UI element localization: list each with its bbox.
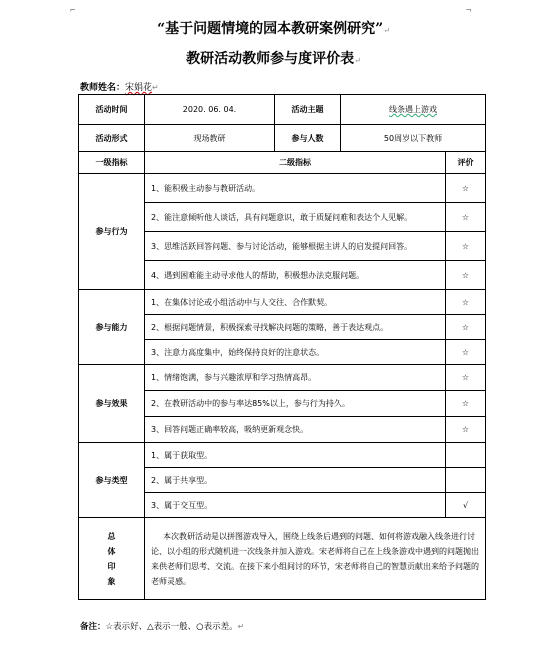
note-label: 备注：	[80, 622, 106, 632]
criterion-text: 2、属于共享型。	[145, 468, 446, 493]
document-title: “基于问题情境的园本教研案例研究”↵	[157, 21, 390, 37]
evaluation-table	[78, 94, 486, 600]
theme-value: 线条遇上游戏	[341, 95, 486, 125]
criterion-rating: √	[446, 493, 486, 518]
theme-label: 活动主题	[275, 95, 341, 125]
table-row	[79, 365, 486, 391]
table-row	[79, 290, 486, 315]
teacher-label: 教师姓名：	[80, 83, 126, 93]
criterion-text: 1、在集体讨论或小组活动中与人交往、合作默契。	[145, 290, 446, 315]
teacher-name: 宋娟花	[125, 83, 153, 93]
footnote: 备注：☆表示好、△表示一般、○表示差。↵	[80, 622, 245, 632]
criterion-rating: ☆	[446, 203, 486, 232]
criterion-text: 3、思维活跃回答问题、参与讨论活动，能够根据主讲人的启发提问回答。	[145, 232, 446, 261]
summary-text: 本次教研活动是以拼图游戏导入，围绕上线条后遇到的问题、如何将游戏融入线条进行讨论、以小组的形式随机进一次线条并加入游戏。宋老师将自己在上线条游戏中遇到的问题抛出来供老师们思考、交流。在接下来小组间讨的环节，宋老师将自己的智慧贡献出来给予问题的老师灵感。	[145, 518, 486, 600]
criterion-rating: ☆	[446, 232, 486, 261]
criterion-rating: ☆	[446, 365, 486, 391]
crop-mark-top-left: ⌐	[70, 6, 76, 16]
table-row	[79, 174, 486, 203]
criterion-rating: ☆	[446, 315, 486, 340]
crop-mark-top-right: ¬	[466, 6, 472, 16]
criterion-rating: ☆	[446, 174, 486, 203]
criterion-text: 3、属于交互型。	[145, 493, 446, 518]
criterion-text: 1、情绪饱满，参与兴趣浓厚和学习热情高昂。	[145, 365, 446, 391]
section-name: 参与行为	[79, 174, 145, 290]
header-rating: 评价	[446, 152, 486, 174]
criterion-text: 1、属于获取型。	[145, 443, 446, 468]
criterion-text: 1、能积极主动参与教研活动。	[145, 174, 446, 203]
criterion-text: 2、根据问题情景，积极探索寻找解决问题的策略，善于表达观点。	[145, 315, 446, 340]
section-name: 参与能力	[79, 290, 145, 365]
form-label: 活动形式	[79, 125, 145, 152]
criterion-text: 2、在教研活动中的参与率达85%以上，参与行为持久。	[145, 391, 446, 417]
section-name: 参与效果	[79, 365, 145, 443]
criterion-rating	[446, 468, 486, 493]
summary-label: 总 体 印 象	[79, 518, 145, 600]
criterion-text: 4、遇到困难能主动寻求他人的帮助，积极想办法克服问题。	[145, 261, 446, 290]
count-value: 50周岁以下教师	[341, 125, 486, 152]
criterion-rating: ☆	[446, 340, 486, 365]
criterion-rating	[446, 443, 486, 468]
count-label: 参与人数	[275, 125, 341, 152]
summary-row	[79, 518, 486, 600]
criterion-text: 3、注意力高度集中，始终保持良好的注意状态。	[145, 340, 446, 365]
table-row	[79, 443, 486, 468]
criterion-rating: ☆	[446, 290, 486, 315]
header-level1: 一级指标	[79, 152, 145, 174]
note-text: ☆表示好、△表示一般、○表示差。	[105, 622, 238, 632]
table-header-row	[79, 152, 486, 174]
time-value: 2020. 06. 04.	[145, 95, 275, 125]
section-name: 参与类型	[79, 443, 145, 518]
criterion-text: 2、能注意倾听他人谈话，具有问题意识，敢于质疑问难和表达个人见解。	[145, 203, 446, 232]
teacher-name-line: 教师姓名：宋娟花↵	[80, 83, 159, 93]
document-subtitle: 教研活动教师参与度评价表↵	[186, 51, 361, 67]
info-row-time	[79, 95, 486, 125]
info-row-form	[79, 125, 486, 152]
criterion-rating: ☆	[446, 391, 486, 417]
header-level2: 二级指标	[145, 152, 446, 174]
time-label: 活动时间	[79, 95, 145, 125]
criterion-rating: ☆	[446, 261, 486, 290]
criterion-rating: ☆	[446, 417, 486, 443]
form-value: 现场教研	[145, 125, 275, 152]
criterion-text: 3、回答问题正确率较高，吸纳更新观念快。	[145, 417, 446, 443]
